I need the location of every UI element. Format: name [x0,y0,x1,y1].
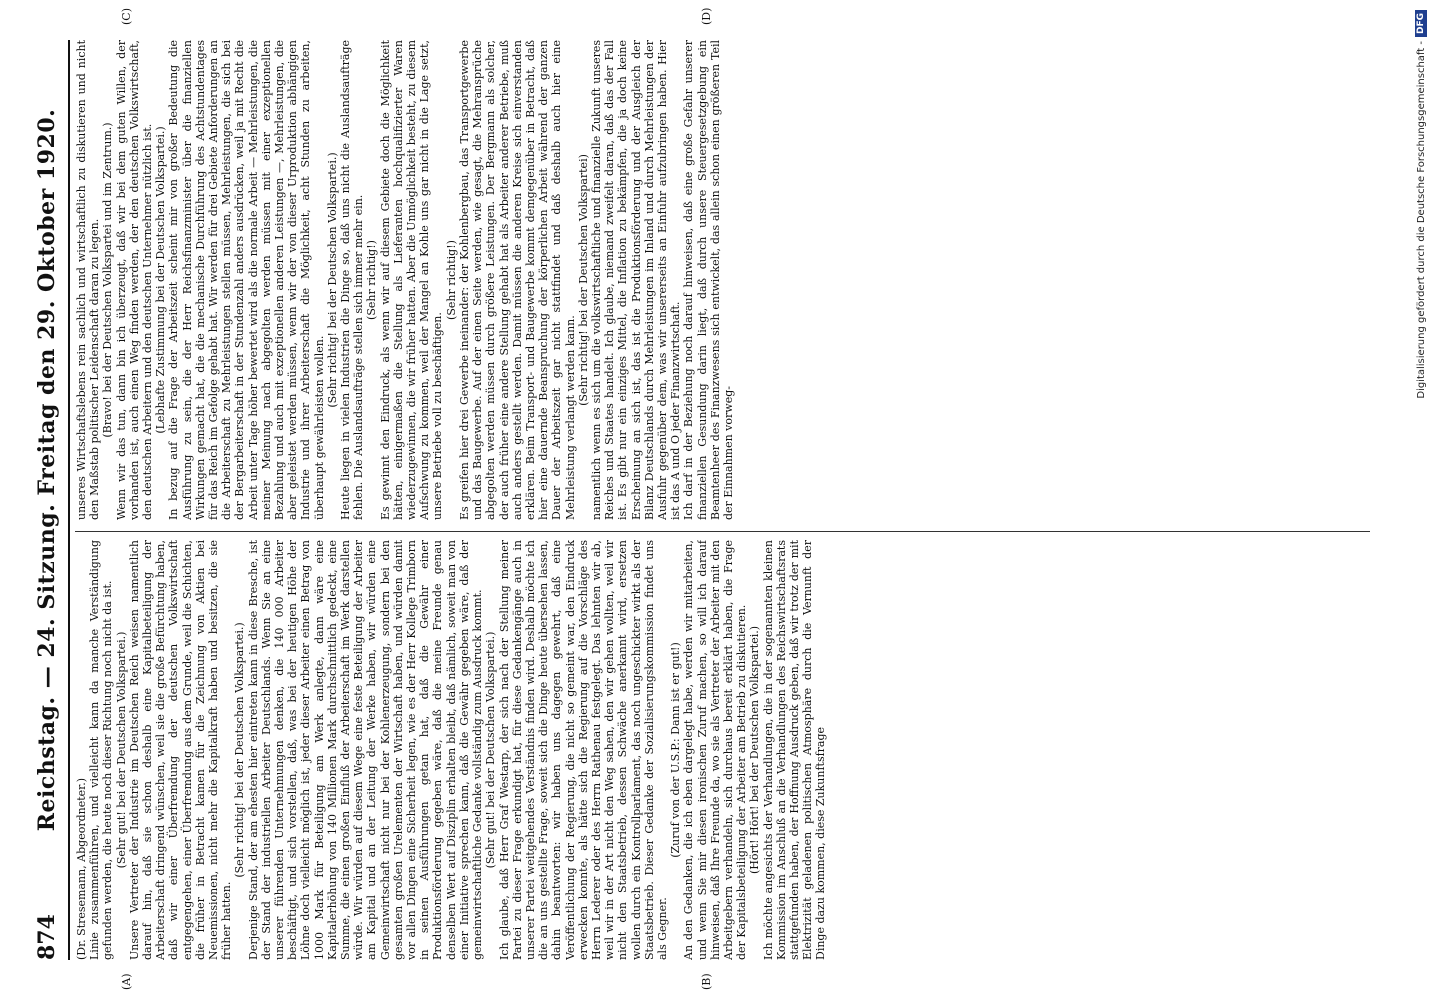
paragraph: Ich möchte angesichts der Verhandlungen, die in der sogenannten kleinen Kommission im Anschluß an die Verhandlungen des Reichswirtschaftsrats stattgefunden haben, der Hoffnung Ausdruck geben, daß wir trotz der mit Elektrizität geladenen politischen Atmosphäre durch die Vernunft der Dinge dazu kommen, diese Zukunftsfrage [761,540,828,960]
page-title: Reichstag. — 24. Sitzung. Freitag den 29. Oktober 1920. [34,108,60,832]
dfg-logo: DFG [1415,10,1427,37]
speaker-line: (Dr. Stresemann, Abgeordneter.) [75,777,88,960]
page-number: 874 [34,914,60,960]
interjection: (Sehr gut! bei der Deutschen Volkspartei.) [484,631,498,869]
interjection: (Sehr richtig!) [365,240,379,320]
interjection: (Sehr gut! bei der Deutschen Volkspartei.) [114,631,128,869]
digitization-text: Digitalisierung gefördert durch die Deutsche Forschungsgemeinschaft - [1415,41,1427,399]
margin-mark-c: (C) [120,8,133,25]
paragraph: Derjenige Stand, der am ehesten hier eintreten kann in diese Bresche, ist der Stand der industriellen Arbeiter Deutschlands. Wenn Sie an eine unserer führenden Unternehmungen denken, die 140 000 Arbeiter beschäftigt, und sich vorstellen, daß, was bei der heutigen Höhe der Löhne doch vielleicht möglich ist, jeder dieser Arbeiter einen Betrag von 1000 Mark für Beteiligung am Werk anlegte, dann wäre eine Kapitalerhöhung von 140 Millionen Mark durchschnittlich gedeckt, eine Summe, die einen großen Einfluß der Arbeiterschaft im Werk darstellen würde. Wir würden auf diesem Wege eine feste Beteiligung der Arbeiter am Kapital und an der Leitung der Werke haben, wir würden eine Gemeinwirtschaft nicht nur bei der Kohlenerzeugung, sondern bei den gesamten großen Urelementen der Wirtschaft haben, und würden damit vor allen Dingen eine Sicherheit legen, wie es der Herr Kollege Trimborn in seinen Ausführungen getan hat, daß die Gewähr einer Produktionsförderung gegeben wäre, daß die meine Freunde genau denselben Wert auf Disziplin erhalten bleibt, daß nämlich, soweit man von einer Initiative sprechen kann, daß die Gewähr gegeben wäre, daß der gemeinwirtschaftliche Gedanke vollständig zum Ausdruck kommt. [246,540,485,960]
paragraph: Heute liegen in vielen Industrien die Dinge so, daß uns nicht die Auslandsaufträge fehlen. Die Auslandsaufträge stellen sich immer mehr ein. [339,40,366,520]
margin-mark-d: (D) [700,7,713,25]
interjection: (Sehr richtig! bei der Deutschen Volkspartei.) [233,622,247,878]
margin-mark-b: (B) [700,973,713,990]
paragraph: Ich darf in der Beziehung noch darauf hinweisen, daß eine große Gefahr unserer finanziellen Gesundung darin liegt, daß durch unsere Steuergesetzgebung ein Beamtenheer des Finanzwesens sich entwickelt, das allein schon einen größeren Teil der Einnahmen vorweg- [682,40,735,520]
interjection: (Zuruf von der U.S.P.: Dann ist er gut!) [669,642,683,858]
paragraph: An den Gedanken, die ich eben dargelegt habe, werden wir mitarbeiten, und wenn Sie mir diesen ironischen Zuruf machen, so will ich darauf hinweisen, daß Ihre Freunde da, wo sie als Vertreter der Arbeiter mit den Arbeitgebern verhandeln, sich durchaus bereit erklärt haben, die Frage der Kapitalsbeteiligung der Arbeiter am Betrieb zu diskutieren. [682,540,749,960]
right-column [75,40,1370,520]
column-divider [75,531,1370,532]
margin-mark-a: (A) [120,973,133,990]
paragraph: unseres Wirtschaftslebens rein sachlich und wirtschaftlich zu diskutieren und nicht den Maßstab politischer Leidenschaft daran zu legen. [75,40,102,520]
interjection: (Sehr richtig! bei der Deutschen Volkspartei.) [325,152,339,408]
paragraph: namentlich wenn es sich um die volkswirtschaftliche und finanzielle Zukunft unseres Reiches und Staates handelt. Ich glaube, niemand zweifelt daran, daß das der Fall ist. Es gibt nur ein einziges Mittel, die Inflation zu bekämpfen, die ja doch keine Erscheinung an sich ist, das ist die Produktionsförderung und der Ausgleich der Bilanz Deutschlands durch Mehrleistungen im Inland und durch Mehrleistungen der Ausfuhr gegenüber dem, was wir unsererseits an Einfuhr aufzubringen haben. Hier ist das A und O jeder Finanzwirtschaft. [589,40,683,520]
paragraph: In bezug auf die Frage der Arbeitszeit scheint mir von großer Bedeutung die Ausführung zu sein, die der Herr Reichsfinanzminister über die finanziellen Wirkungen gemacht hat, die die mechanische Durchführung des Achtstundentages für das Reich im Gefolge gehabt hat. Wir werden für drei Gebiete Anforderungen an die Arbeiterschaft zu Mehrleistungen stellen müssen, Mehrleistungen, die sich bei der Bergarbeiterschaft in der Stundenzahl anders ausdrücken, weil ja mit Recht die Arbeit unter Tage höher bewertet wird als die normale Arbeit — Mehrleistungen, die meiner Meinung nach abgegolten werden müssen mit einer exzeptionellen Bezahlung und auch mit exzeptionellen anderen Leistungen —, Mehrleistungen, die aber geleistet werden müssen, wenn wir der von dieser Urproduktion abhängigen Industrie und ihrer Arbeiterschaft die Möglichkeit, acht Stunden zu arbeiten, überhaupt gewährleisten wollen. [167,40,326,520]
paragraph: Wenn wir das tun, dann bin ich überzeugt, daß wir bei dem guten Willen, der vorhanden ist, auch einen Weg finden werden, der den deutschen Volkswirtschaft, den deutschen Arbeitern und den deutschen Unternehmer nützlich ist. [114,40,155,520]
paragraph: Unsere Vertreter der Industrie im Deutschen Reich weisen namentlich darauf hin, daß sie schon deshalb eine Kapitalbeteiligung der Arbeiterschaft dringend wünschen, weil sie die große Befürchtung haben, daß wir einer Überfremdung der deutschen Volkswirtschaft entgegengehen, einer Überfremdung aus dem Grunde, weil die Schichten, die früher in Betracht kamen für die Zeichnung von Aktien bei Neuemissionen, nicht mehr die Kapitalkraft haben und besitzen, die sie früher hatten. [127,540,234,960]
page-header [8,40,70,960]
interjection: (Sehr richtig! bei der Deutschen Volkspartei) [576,154,590,406]
digitization-note [1408,0,1434,1000]
paragraph: Es greifen hier drei Gewerbe ineinander: der Kohlenbergbau, das Transportgewerbe und das Baugewerbe. Auf der einen Seite werden, wie gesagt, die Mehransprüche abgegolten werden müssen durch größere Leistungen. Der Bergmann als solcher, der auch früher eine andere Stellung gehabt hat als Arbeiter anderer Betriebe, muß auch anders gestellt werden. Damit müssen die anderen Kreise sich einverstanden erklären. Beim Transport- und Baugewerbe kommt demgegenüber in Betracht, daß hier eine dauernde Beanspruchung der körperlichen Arbeit während der ganzen Dauer der Arbeitszeit gar nicht stattfindet und daß deshalb auch hier eine Mehrleistung verlangt werden kann. [457,40,577,520]
paragraph: Linie zusammenführen, und vielleicht kann da manche Verständigung gefunden werden, die heute noch dieser Richtung noch nicht da ist. [88,540,115,960]
paragraph: Ich glaube, daß Herr Graf Westarp, der sich nach der Stellung meiner Partei zu dieser Frage erkundigt hat, für diese Gedankengänge auch in unserer Partei weitgehendes Verständnis finden wird. Deshalb möchte ich die an uns gestellte Frage, soweit sich die Dinge heute übersehen lassen, dahin beantworten: wir haben uns dagegen gewehrt, daß eine Veröffentlichung der Regierung, die nicht so gemeint war, den Eindruck erwecken konnte, als hätte sich die Regierung auf die Vorschläge des Herrn Lederer oder des Herrn Rathenau festgelegt. Das lehnten wir ab, weil wir in der Art nicht den Weg sahen, den wir gehen wollten, weil wir nicht den Staatsbetrieb, dessen Schwäche anerkannt wird, ersetzen wollen durch ein Kontrollparlament, das noch ungeschickter wirkt als der Staatsbetrieb. Dieser Gedanke der Sozialisierungskommission findet uns als Gegner. [497,540,669,960]
interjection: (Sehr richtig!) [444,240,458,320]
interjection: (Hört! Hört! bei der Deutschen Volkspartei.) [748,625,762,875]
interjection: (Lebhafte Zustimmung bei der Deutschen Volkspartei.) [154,126,168,434]
paragraph: Es gewinnt den Eindruck, als wenn wir auf diesem Gebiete doch die Möglichkeit hätten, einigermaßen die Stellung als Lieferanten hochqualifizierter Waren wiederzugewinnen, die wir früher hatten. Aber die Unmöglichkeit besteht, zu diesem Aufschwung zu kommen, weil der Mangel an Kohle uns gar nicht in die Lage setzt, unsere Betriebe voll zu beschäftigen. [378,40,445,520]
left-column [75,540,1370,960]
interjection: (Bravo! bei der Deutschen Volkspartei und im Zentrum.) [101,122,115,438]
